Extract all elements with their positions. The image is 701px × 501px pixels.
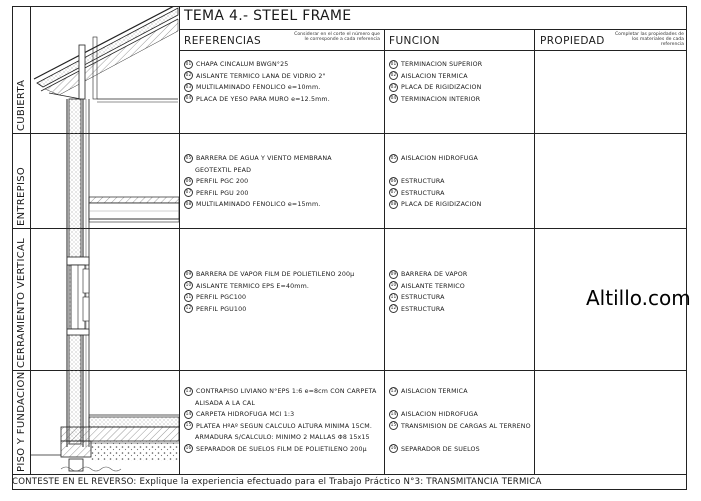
reference-item: 09 BARRERA DE VAPOR FILM DE POLIETILENO 200µ [185,271,355,278]
header-funcion: FUNCION [389,35,440,47]
function-item: 06 ESTRUCTURA [390,178,445,185]
reference-item: 02 AISLANTE TERMICO LANA DE VIDRIO 2" [185,72,326,80]
roof-section [34,7,178,102]
floor-slab-section [89,197,179,222]
header-propiedad: PROPIEDAD [540,35,605,47]
function-item: 13 AISLACION TERMICA [390,388,468,395]
function-item: 01 TERMINACION SUPERIOR [390,61,483,68]
sheet-title: TEMA 4.- STEEL FRAME [184,8,352,24]
function-item: 10 AISLANTE TERMICO [390,282,465,290]
function-item: 14 AISLACION HIDROFUGA [390,411,478,418]
frame-bottom [12,474,687,475]
function-item: 02 AISLACION TERMICA [390,72,468,80]
reference-item: 12 PERFIL PGU100 [185,305,247,313]
function-item: 07 ESTRUCTURA [390,189,445,197]
reference-item: 14 CARPETA HIDROFUGA MCI 1:3 [185,411,295,418]
header-referencias-note: Considerar en el corte el número que le corresponde a cada referencia [294,32,380,43]
function-item: 08 PLACA DE RIGIDIZACION [390,201,482,208]
frame-right [686,6,687,490]
reference-item-continuation: ARMADURA S/CALCULO: MINIMO 2 MALLAS Φ8 15x15 [195,434,370,441]
row-label-cubierta: CUBIERTA [16,79,27,131]
footer-instruction: CONTESTE EN EL REVERSO: Explique la experiencia efectuado para el Trabajo Práctico N°3: TRANSMITANCIA TERMICA [12,477,542,487]
function-item: 05 AISLACION HIDROFUGA [390,155,478,162]
reference-item: 04 PLACA DE YESO PARA MURO e=12.5mm. [185,95,330,103]
column-rule-1 [384,29,385,474]
row-label-piso-fundacion: PISO Y FUNDACION [16,371,27,472]
function-item: 16 SEPARADOR DE SUELOS [390,445,480,453]
reference-item: 08 MULTILAMINADO FENOLICO e=15mm. [185,201,321,208]
reference-item: 15 PLATEA HºAº SEGUN CALCULO ALTURA MINIMA 15CM. [185,422,373,430]
header-referencias: REFERENCIAS [184,35,262,47]
table-left-rule [179,6,180,474]
function-item: 03 PLACA DE RIGIDIZACION [390,84,482,91]
reference-item: 10 AISLANTE TERMICO EPS E=40mm. [185,282,310,290]
reference-item: 11 PERFIL PGC100 [185,294,247,301]
column-rule-2 [534,29,535,474]
function-item: 12 ESTRUCTURA [390,305,445,313]
reference-item: 07 PERFIL PGU 200 [185,189,249,197]
header-rule [179,50,687,51]
reference-item-continuation: ALISADA A LA CAL [195,399,256,407]
reference-item: 05 BARRERA DE AGUA Y VIENTO MEMBRANA [185,155,332,162]
reference-item-continuation: GEOTEXTIL PEAD [195,166,252,174]
function-item: 15 TRANSMISION DE CARGAS AL TERRENO [390,422,531,430]
frame-left [12,6,13,490]
function-item: 04 TERMINACION INTERIOR [390,95,481,103]
construction-section-drawing [31,7,179,474]
reference-item: 13 CONTRAPISO LIVIANO N°EPS 1:6 e=8cm CON CARPETA [185,388,377,395]
footer-bottom-rule [12,489,687,490]
reference-item: 16 SEPARADOR DE SUELOS FILM DE POLIETILENO 200µ [185,445,367,453]
reference-item: 06 PERFIL PGC 200 [185,178,249,185]
reference-item: 03 MULTILAMINADO FENOLICO e=10mm. [185,84,321,91]
title-rule [179,29,687,30]
reference-item: 01 CHAPA CINCALUM BWGN°25 [185,61,289,68]
foundation-section [31,415,179,471]
function-item: 09 BARRERA DE VAPOR [390,271,468,278]
header-propiedad-note: Completar las propiedades de los materiales de cada referencia [614,32,684,48]
row-label-cerramiento-vertical: CERRAMIENTO VERTICAL [16,238,27,368]
row-label-entrepiso: ENTREPISO [16,166,27,226]
function-item: 11 ESTRUCTURA [390,294,445,301]
watermark-text: Altillo.com [586,286,691,310]
